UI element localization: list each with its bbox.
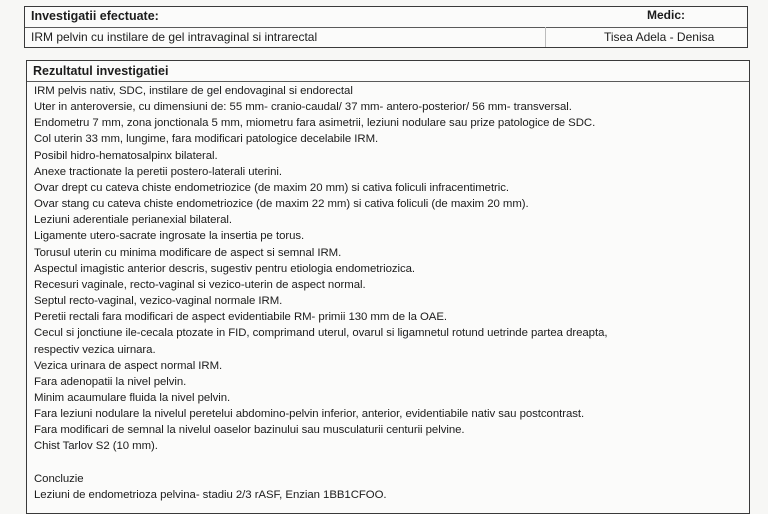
results-title: Rezultatul investigatiei bbox=[33, 64, 169, 78]
investigations-header-row bbox=[25, 7, 747, 28]
result-line: Leziuni aderentiale perianexial bilateral. bbox=[34, 214, 232, 227]
result-line: Torusul uterin cu minima modificare de aspect si semnal IRM. bbox=[34, 246, 342, 259]
conclusion-label: Concluzie bbox=[34, 472, 84, 485]
medic-label: Medic: bbox=[647, 8, 686, 22]
result-line: IRM pelvis nativ, SDC, instilare de gel endovaginal si endorectal bbox=[34, 85, 353, 97]
investigations-title: Investigatii efectuate: bbox=[31, 9, 159, 23]
result-line: Endometru 7 mm, zona jonctionala 5 mm, miometru fara asimetrii, leziuni nodulare sau prize patologice de SDC. bbox=[34, 117, 596, 130]
results-box bbox=[26, 60, 750, 514]
result-line: Fara modificari de semnal la nivelul oaselor bazinului sau musculaturii centurii pelvine. bbox=[34, 424, 465, 437]
result-line: Col uterin 33 mm, lungime, fara modificari patologice decelabile IRM. bbox=[34, 133, 379, 146]
result-line: Ligamente utero-sacrate ingrosate la insertia pe torus. bbox=[34, 230, 305, 243]
result-line: Peretii rectali fara modificari de aspect evidentiabile RM- primii 130 mm de la OAE. bbox=[34, 311, 447, 324]
result-line: Anexe tractionate la peretii postero-laterali uterini. bbox=[34, 165, 283, 178]
result-line: Uter in anteroversie, cu dimensiuni de: 55 mm- cranio-caudal/ 37 mm- antero-posterior/ 56 mm- transversal. bbox=[34, 101, 572, 114]
result-line: Recesuri vaginale, recto-vaginal si vezico-uterin de aspect normal. bbox=[34, 278, 366, 291]
result-line: respectiv vezica uirnara. bbox=[34, 343, 156, 356]
result-line: Chist Tarlov S2 (10 mm). bbox=[34, 440, 158, 453]
result-line: Ovar drept cu cateva chiste endometriozice (de maxim 20 mm) si cativa foliculi infracentimetric. bbox=[34, 181, 510, 194]
results-body bbox=[34, 83, 743, 503]
spacer bbox=[34, 455, 743, 471]
result-line: Vezica urinara de aspect normal IRM. bbox=[34, 359, 223, 372]
result-line: Aspectul imagistic anterior descris, sugestiv pentru etiologia endometriozica. bbox=[34, 262, 416, 275]
result-line: Minim acaumulare fluida la nivel pelvin. bbox=[34, 391, 231, 404]
investigations-box bbox=[24, 6, 748, 48]
result-line: Fara adenopatii la nivel pelvin. bbox=[34, 375, 187, 388]
result-line: Ovar stang cu cateva chiste endometriozice (de maxim 22 mm) si cativa foliculi (de maxim 20 mm). bbox=[34, 198, 529, 211]
column-divider bbox=[545, 27, 546, 47]
doctor-name: Tisea Adela - Denisa bbox=[604, 30, 715, 44]
procedure-text: IRM pelvin cu instilare de gel intravaginal si intrarectal bbox=[31, 30, 318, 44]
results-header bbox=[27, 61, 749, 82]
conclusion-text: Leziuni de endometrioza pelvina- stadiu 2/3 rASF, Enzian 1BB1CFOO. bbox=[34, 488, 387, 501]
result-line: Fara leziuni nodulare la nivelul peretelui abdomino-pelvin inferior, anterior, evidentiabile nativ sau postcontrast. bbox=[34, 408, 585, 421]
result-line: Cecul si jonctiune ile-cecala ptozate in FID, comprimand uterul, ovarul si ligamnetul rotund uetrinde partea dreapta, bbox=[34, 327, 608, 340]
result-line: Posibil hidro-hematosalpinx bilateral. bbox=[34, 149, 218, 162]
result-line: Septul recto-vaginal, vezico-vaginal normale IRM. bbox=[34, 295, 283, 308]
